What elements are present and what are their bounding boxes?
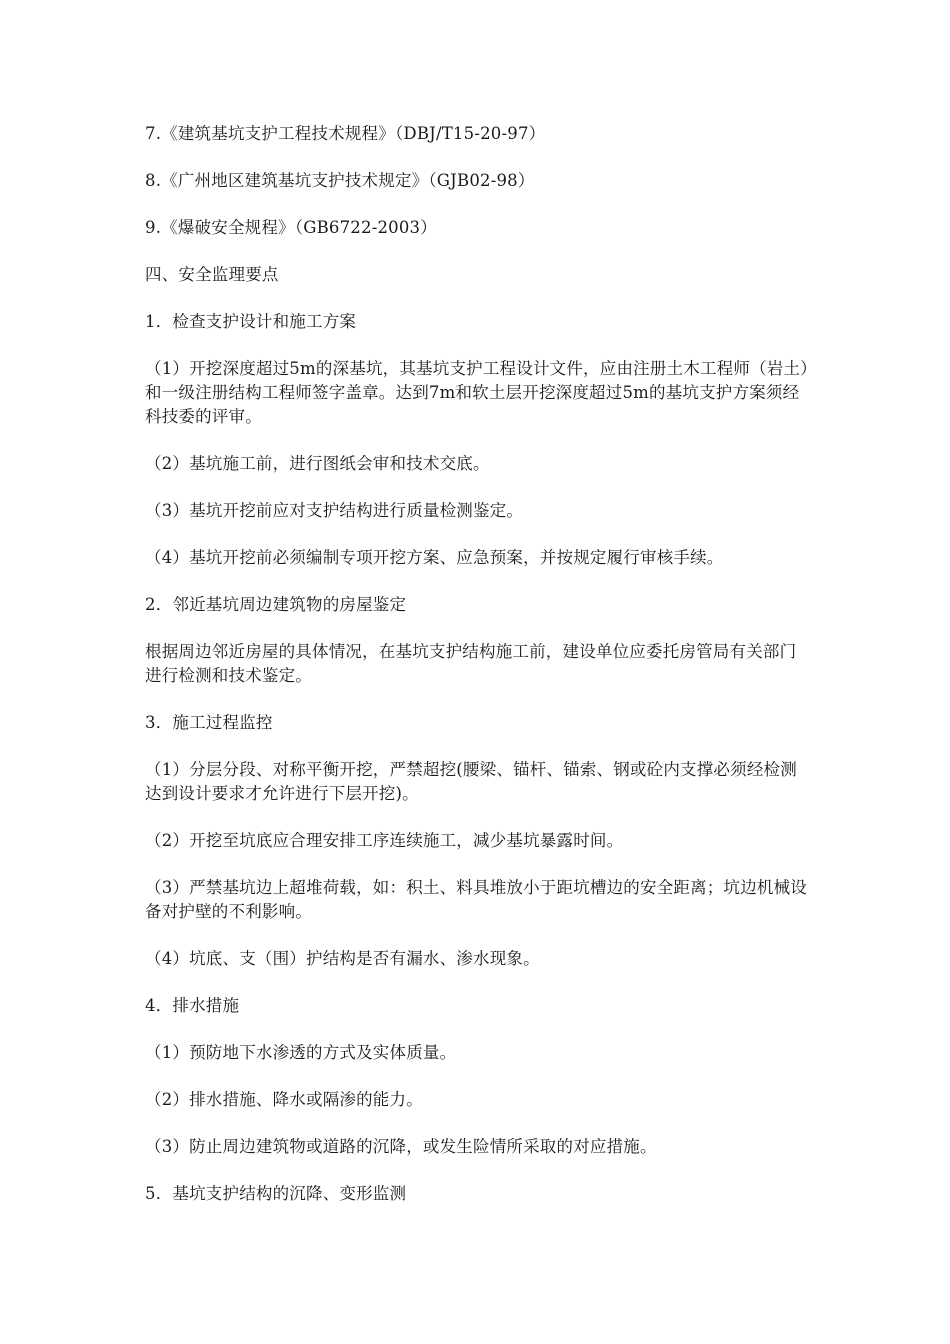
paragraph-3-1: （1）分层分段、对称平衡开挖，严禁超挖(腰梁、锚杆、锚索、钢或砼内支撑必须经检测达到设计要求才允许进行下层开挖)。 — [145, 760, 797, 803]
document-body — [145, 122, 810, 1229]
paragraph-1-2: （2）基坑施工前，进行图纸会审和技术交底。 — [145, 454, 490, 473]
paragraph-4-3: （3）防止周边建筑物或道路的沉降，或发生险情所采取的对应措施。 — [145, 1137, 657, 1156]
paragraph-1-4: （4）基坑开挖前必须编制专项开挖方案、应急预案，并按规定履行审核手续。 — [145, 548, 724, 567]
reference-item-9: 9.《爆破安全规程》（GB6722-2003） — [145, 218, 437, 237]
paragraph-1-1: （1）开挖深度超过5m的深基坑，其基坑支护工程设计文件，应由注册土木工程师（岩土）和一级注册结构工程师签字盖章。达到7m和软土层开挖深度超过5m的基坑支护方案须经科技委的评审。 — [145, 359, 809, 426]
subsection-heading-5: 5．基坑支护结构的沉降、变形监测 — [145, 1184, 407, 1203]
subsection-heading-4: 4．排水措施 — [145, 996, 240, 1015]
paragraph-4-2: （2）排水措施、降水或隔渗的能力。 — [145, 1090, 423, 1109]
section-heading-4: 四、安全监理要点 — [145, 265, 279, 284]
subsection-heading-2: 2．邻近基坑周边建筑物的房屋鉴定 — [145, 595, 407, 614]
paragraph-2-1: 根据周边邻近房屋的具体情况，在基坑支护结构施工前，建设单位应委托房管局有关部门进行检测和技术鉴定。 — [145, 642, 797, 685]
paragraph-4-1: （1）预防地下水渗透的方式及实体质量。 — [145, 1043, 457, 1062]
subsection-heading-1: 1．检查支护设计和施工方案 — [145, 312, 357, 331]
paragraph-3-4: （4）坑底、支（围）护结构是否有漏水、渗水现象。 — [145, 949, 540, 968]
subsection-heading-3: 3．施工过程监控 — [145, 713, 273, 732]
reference-item-8: 8.《广州地区建筑基坑支护技术规定》（GJB02-98） — [145, 171, 535, 190]
paragraph-3-2: （2）开挖至坑底应合理安排工序连续施工，减少基坑暴露时间。 — [145, 831, 624, 850]
paragraph-1-3: （3）基坑开挖前应对支护结构进行质量检测鉴定。 — [145, 501, 524, 520]
reference-item-7: 7.《建筑基坑支护工程技术规程》（DBJ/T15-20-97） — [145, 124, 546, 143]
paragraph-3-3: （3）严禁基坑边上超堆荷载，如：积土、料具堆放小于距坑槽边的安全距离；坑边机械设备对护壁的不利影响。 — [145, 878, 807, 921]
